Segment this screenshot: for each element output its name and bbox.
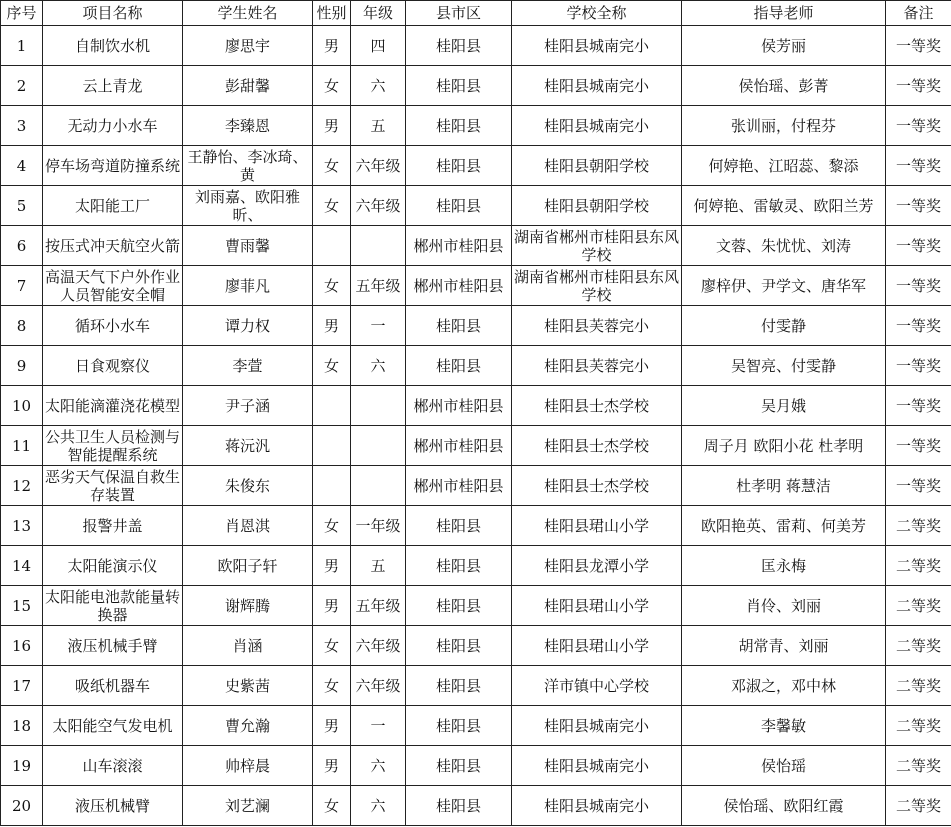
cell-col-grade: 一 [351,306,406,346]
cell-col-gender: 男 [313,586,351,626]
cell-col-grade: 一年级 [351,506,406,546]
cell-col-grade: 一 [351,706,406,746]
cell-col-project: 液压机械手臂 [43,626,183,666]
cell-col-student: 曹允瀚 [183,706,313,746]
cell-col-index: 7 [1,266,43,306]
cell-col-project: 恶劣天气保温自救生存装置 [43,466,183,506]
cell-col-school: 桂阳县城南完小 [512,66,682,106]
cell-col-grade: 六年级 [351,186,406,226]
cell-col-county: 桂阳县 [406,746,512,786]
header-col-gender: 性别 [313,1,351,26]
cell-col-student: 廖菲凡 [183,266,313,306]
cell-col-remark: 二等奖 [886,626,951,666]
header-col-remark: 备注 [886,1,951,26]
cell-col-remark: 一等奖 [886,266,951,306]
cell-col-index: 5 [1,186,43,226]
table-row [1,146,951,186]
cell-col-gender: 男 [313,26,351,66]
table-row [1,266,951,306]
cell-col-teacher: 匡永梅 [682,546,886,586]
cell-col-teacher: 邓淑之，邓中林 [682,666,886,706]
cell-col-remark: 二等奖 [886,666,951,706]
header-col-index: 序号 [1,1,43,26]
cell-col-county: 桂阳县 [406,186,512,226]
cell-col-student: 史紫茜 [183,666,313,706]
cell-col-county: 桂阳县 [406,506,512,546]
cell-col-county: 桂阳县 [406,706,512,746]
cell-col-project: 自制饮水机 [43,26,183,66]
cell-col-index: 14 [1,546,43,586]
cell-col-school: 桂阳县城南完小 [512,706,682,746]
cell-col-student: 肖恩淇 [183,506,313,546]
cell-col-remark: 一等奖 [886,306,951,346]
cell-col-project: 停车场弯道防撞系统 [43,146,183,186]
cell-col-county: 桂阳县 [406,786,512,826]
cell-col-student: 谭力权 [183,306,313,346]
table-row [1,746,951,786]
cell-col-student: 尹子涵 [183,386,313,426]
cell-col-school: 桂阳县城南完小 [512,106,682,146]
cell-col-remark: 一等奖 [886,106,951,146]
cell-col-grade: 四 [351,26,406,66]
cell-col-student: 欧阳子轩 [183,546,313,586]
header-col-school: 学校全称 [512,1,682,26]
cell-col-gender: 女 [313,786,351,826]
cell-col-gender: 男 [313,746,351,786]
cell-col-project: 无动力小水车 [43,106,183,146]
cell-col-grade [351,386,406,426]
cell-col-index: 8 [1,306,43,346]
cell-col-project: 太阳能工厂 [43,186,183,226]
cell-col-county: 桂阳县 [406,346,512,386]
cell-col-grade: 五年级 [351,266,406,306]
table-row [1,386,951,426]
cell-col-remark: 二等奖 [886,746,951,786]
cell-col-school: 桂阳县芙蓉完小 [512,346,682,386]
cell-col-student: 李萱 [183,346,313,386]
cell-col-grade [351,226,406,266]
cell-col-index: 18 [1,706,43,746]
cell-col-school: 洋市镇中心学校 [512,666,682,706]
cell-col-teacher: 胡常青、刘丽 [682,626,886,666]
cell-col-teacher: 侯怡瑶、欧阳红霞 [682,786,886,826]
cell-col-teacher: 肖伶、刘丽 [682,586,886,626]
cell-col-grade: 六 [351,346,406,386]
cell-col-remark: 一等奖 [886,146,951,186]
cell-col-teacher: 李馨敏 [682,706,886,746]
cell-col-school: 桂阳县龙潭小学 [512,546,682,586]
cell-col-school: 桂阳县珺山小学 [512,626,682,666]
cell-col-gender: 女 [313,626,351,666]
cell-col-grade: 六年级 [351,626,406,666]
cell-col-county: 桂阳县 [406,106,512,146]
table-row [1,106,951,146]
cell-col-index: 13 [1,506,43,546]
cell-col-grade [351,466,406,506]
cell-col-teacher: 侯芳丽 [682,26,886,66]
cell-col-gender: 女 [313,666,351,706]
cell-col-gender: 女 [313,506,351,546]
header-col-student: 学生姓名 [183,1,313,26]
cell-col-teacher: 吴月娥 [682,386,886,426]
cell-col-remark: 二等奖 [886,586,951,626]
cell-col-gender: 男 [313,106,351,146]
cell-col-index: 20 [1,786,43,826]
cell-col-project: 太阳能滴灌浇花模型 [43,386,183,426]
table-row [1,466,951,506]
cell-col-project: 按压式冲天航空火箭 [43,226,183,266]
cell-col-gender: 女 [313,146,351,186]
cell-col-county: 桂阳县 [406,26,512,66]
cell-col-project: 循环小水车 [43,306,183,346]
cell-col-student: 曹雨馨 [183,226,313,266]
cell-col-index: 16 [1,626,43,666]
cell-col-school: 桂阳县士杰学校 [512,426,682,466]
cell-col-county: 郴州市桂阳县 [406,266,512,306]
cell-col-gender [313,226,351,266]
cell-col-county: 郴州市桂阳县 [406,226,512,266]
cell-col-student: 刘雨嘉、欧阳雅昕、 [183,186,313,226]
table-row [1,706,951,746]
cell-col-project: 吸纸机器车 [43,666,183,706]
cell-col-remark: 一等奖 [886,426,951,466]
cell-col-teacher: 廖梓伊、尹学文、唐华军 [682,266,886,306]
cell-col-student: 朱俊东 [183,466,313,506]
cell-col-teacher: 吴智亮、付雯静 [682,346,886,386]
cell-col-school: 湖南省郴州市桂阳县东风学校 [512,226,682,266]
cell-col-student: 帅梓晨 [183,746,313,786]
cell-col-student: 廖思宇 [183,26,313,66]
cell-col-school: 桂阳县士杰学校 [512,466,682,506]
cell-col-grade: 五年级 [351,586,406,626]
cell-col-gender: 女 [313,66,351,106]
cell-col-grade [351,426,406,466]
cell-col-index: 19 [1,746,43,786]
table-row [1,306,951,346]
cell-col-school: 桂阳县朝阳学校 [512,146,682,186]
cell-col-gender [313,386,351,426]
table-row [1,26,951,66]
cell-col-project: 高温天气下户外作业人员智能安全帽 [43,266,183,306]
cell-col-student: 李臻恩 [183,106,313,146]
cell-col-index: 15 [1,586,43,626]
cell-col-county: 桂阳县 [406,586,512,626]
cell-col-student: 肖涵 [183,626,313,666]
cell-col-school: 桂阳县珺山小学 [512,586,682,626]
cell-col-county: 桂阳县 [406,546,512,586]
cell-col-remark: 一等奖 [886,186,951,226]
header-col-grade: 年级 [351,1,406,26]
table-row [1,666,951,706]
cell-col-county: 桂阳县 [406,146,512,186]
cell-col-index: 2 [1,66,43,106]
table-row [1,786,951,826]
table-body [1,26,951,826]
cell-col-student: 彭甜馨 [183,66,313,106]
cell-col-gender [313,426,351,466]
cell-col-index: 10 [1,386,43,426]
cell-col-index: 11 [1,426,43,466]
header-col-teacher: 指导老师 [682,1,886,26]
cell-col-county: 桂阳县 [406,66,512,106]
cell-col-teacher: 文蓉、朱忧忧、刘涛 [682,226,886,266]
table-row [1,186,951,226]
cell-col-project: 太阳能空气发电机 [43,706,183,746]
cell-col-school: 桂阳县城南完小 [512,746,682,786]
cell-col-grade: 六 [351,746,406,786]
cell-col-project: 液压机械臂 [43,786,183,826]
table-row [1,586,951,626]
cell-col-grade: 六 [351,66,406,106]
cell-col-project: 云上青龙 [43,66,183,106]
table-row [1,66,951,106]
cell-col-school: 桂阳县芙蓉完小 [512,306,682,346]
cell-col-grade: 六 [351,786,406,826]
cell-col-index: 6 [1,226,43,266]
cell-col-remark: 一等奖 [886,26,951,66]
cell-col-index: 12 [1,466,43,506]
cell-col-project: 报警井盖 [43,506,183,546]
cell-col-gender: 男 [313,706,351,746]
cell-col-school: 桂阳县珺山小学 [512,506,682,546]
cell-col-school: 桂阳县城南完小 [512,786,682,826]
cell-col-school: 桂阳县士杰学校 [512,386,682,426]
cell-col-teacher: 杜孝明 蒋慧洁 [682,466,886,506]
cell-col-remark: 二等奖 [886,706,951,746]
cell-col-index: 3 [1,106,43,146]
cell-col-teacher: 付雯静 [682,306,886,346]
cell-col-student: 谢辉腾 [183,586,313,626]
cell-col-school: 桂阳县朝阳学校 [512,186,682,226]
cell-col-remark: 一等奖 [886,466,951,506]
cell-col-grade: 六年级 [351,146,406,186]
cell-col-project: 山车滚滚 [43,746,183,786]
cell-col-remark: 一等奖 [886,66,951,106]
cell-col-remark: 二等奖 [886,506,951,546]
cell-col-project: 太阳能电池款能量转换器 [43,586,183,626]
cell-col-remark: 一等奖 [886,346,951,386]
cell-col-remark: 二等奖 [886,786,951,826]
table-row [1,546,951,586]
cell-col-county: 桂阳县 [406,666,512,706]
cell-col-school: 桂阳县城南完小 [512,26,682,66]
cell-col-county: 桂阳县 [406,306,512,346]
table-row [1,626,951,666]
header-col-project: 项目名称 [43,1,183,26]
cell-col-index: 9 [1,346,43,386]
cell-col-teacher: 欧阳艳英、雷莉、何美芳 [682,506,886,546]
cell-col-grade: 六年级 [351,666,406,706]
cell-col-remark: 二等奖 [886,546,951,586]
cell-col-student: 蒋沅汎 [183,426,313,466]
cell-col-county: 郴州市桂阳县 [406,426,512,466]
table-row [1,226,951,266]
header-col-county: 县市区 [406,1,512,26]
cell-col-project: 日食观察仪 [43,346,183,386]
cell-col-county: 郴州市桂阳县 [406,466,512,506]
cell-col-teacher: 周子月 欧阳小花 杜孝明 [682,426,886,466]
cell-col-remark: 一等奖 [886,226,951,266]
cell-col-gender: 男 [313,546,351,586]
cell-col-teacher: 何婷艳、雷敏灵、欧阳兰芳 [682,186,886,226]
cell-col-student: 刘艺澜 [183,786,313,826]
cell-col-teacher: 张训丽，付程芬 [682,106,886,146]
cell-col-index: 4 [1,146,43,186]
cell-col-gender: 女 [313,186,351,226]
cell-col-teacher: 侯怡瑶 [682,746,886,786]
cell-col-gender: 女 [313,266,351,306]
cell-col-project: 公共卫生人员检测与智能提醒系统 [43,426,183,466]
cell-col-index: 17 [1,666,43,706]
header-row [1,1,951,26]
cell-col-grade: 五 [351,106,406,146]
table-row [1,346,951,386]
cell-col-gender: 男 [313,306,351,346]
cell-col-remark: 一等奖 [886,386,951,426]
table-row [1,506,951,546]
cell-col-county: 桂阳县 [406,626,512,666]
cell-col-gender [313,466,351,506]
cell-col-county: 郴州市桂阳县 [406,386,512,426]
cell-col-grade: 五 [351,546,406,586]
table-row [1,426,951,466]
cell-col-gender: 女 [313,346,351,386]
cell-col-student: 王静怡、李冰琦、黄 [183,146,313,186]
cell-col-index: 1 [1,26,43,66]
cell-col-project: 太阳能演示仪 [43,546,183,586]
cell-col-teacher: 何婷艳、江昭蕊、黎添 [682,146,886,186]
cell-col-school: 湖南省郴州市桂阳县东风学校 [512,266,682,306]
cell-col-teacher: 侯怡瑶、彭菁 [682,66,886,106]
